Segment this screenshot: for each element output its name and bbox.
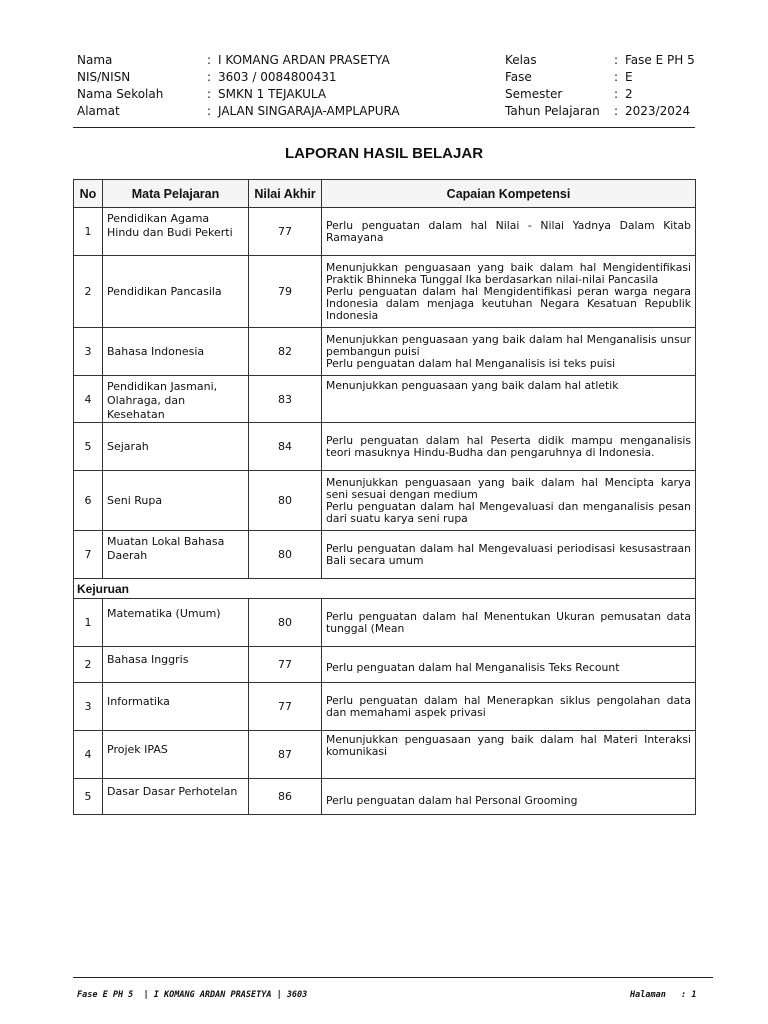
row-subject: Pendidikan Agama Hindu dan Budi Pekerti	[103, 208, 249, 256]
row-no: 1	[74, 208, 103, 256]
section-row-vocational	[74, 579, 696, 599]
row-score: 77	[249, 208, 322, 256]
row-score: 86	[249, 779, 322, 815]
info-row-address: Alamat : JALAN SINGARAJA-AMPLAPURA	[77, 104, 400, 118]
info-row-semester: Semester : 2	[505, 87, 633, 101]
page-title: LAPORAN HASIL BELAJAR	[284, 145, 484, 162]
table-row	[74, 683, 696, 731]
row-competency: Menunjukkan penguasaan yang baik dalam hal Mencipta karya seni sesuai dengan medium Perlu penguatan dalam hal Mengevaluasi dan menganalisis pesan dari suatu karya seni rupa	[322, 471, 696, 531]
row-score: 83	[249, 376, 322, 423]
row-subject: Seni Rupa	[103, 471, 249, 531]
table-row	[74, 376, 696, 423]
footer-student-info: Fase E PH 5 | I KOMANG ARDAN PRASETYA | 3603	[77, 990, 308, 1000]
info-label: Kelas	[505, 53, 537, 67]
row-no: 5	[74, 779, 103, 815]
row-competency: Menunjukkan penguasaan yang baik dalam hal Materi Interaksi komunikasi	[322, 731, 696, 779]
row-competency: Perlu penguatan dalam hal Menentukan Ukuran pemusatan data tunggal (Mean	[322, 599, 696, 647]
row-no: 6	[74, 471, 103, 531]
row-no: 1	[74, 599, 103, 647]
row-score: 82	[249, 328, 322, 376]
table-row	[74, 208, 696, 256]
info-row-nis: NIS/NISN : 3603 / 0084800431	[77, 70, 337, 84]
header-subject: Mata Pelajaran	[103, 180, 249, 208]
table-row	[74, 328, 696, 376]
row-subject: Pendidikan Jasmani, Olahraga, dan Kesehatan	[103, 376, 249, 423]
row-subject: Muatan Lokal Bahasa Daerah	[103, 531, 249, 579]
info-row-year: Tahun Pelajaran : 2023/2024	[505, 104, 691, 118]
info-value: SMKN 1 TEJAKULA	[218, 87, 327, 101]
row-no: 2	[74, 256, 103, 328]
row-score: 80	[249, 531, 322, 579]
row-competency: Menunjukkan penguasaan yang baik dalam hal atletik	[322, 376, 696, 423]
info-label: Fase	[505, 70, 532, 84]
row-competency: Perlu penguatan dalam hal Mengevaluasi periodisasi kesusastraan Bali secara umum	[322, 531, 696, 579]
row-no: 7	[74, 531, 103, 579]
table-row	[74, 471, 696, 531]
row-subject: Matematika (Umum)	[103, 599, 249, 647]
row-competency: Perlu penguatan dalam hal Menganalisis Teks Recount	[322, 647, 696, 683]
section-label: Kejuruan	[74, 579, 696, 599]
row-subject: Projek IPAS	[103, 731, 249, 779]
info-value: I KOMANG ARDAN PRASETYA	[218, 53, 390, 67]
info-row-nama: Nama : I KOMANG ARDAN PRASETYA	[77, 53, 390, 67]
header-competency: Capaian Kompetensi	[322, 180, 696, 208]
footer-divider	[73, 977, 713, 978]
row-competency: Perlu penguatan dalam hal Menerapkan siklus pengolahan data dan memahami aspek privasi	[322, 683, 696, 731]
row-no: 3	[74, 328, 103, 376]
info-value: Fase E PH 5	[625, 53, 695, 67]
row-no: 4	[74, 731, 103, 779]
row-competency: Menunjukkan penguasaan yang baik dalam hal Menganalisis unsur pembangun puisi Perlu penguatan dalam hal Menganalisis isi teks puisi	[322, 328, 696, 376]
table-row	[74, 779, 696, 815]
row-subject: Bahasa Indonesia	[103, 328, 249, 376]
footer-page-number: Halaman : 1	[630, 990, 697, 1000]
row-score: 77	[249, 647, 322, 683]
row-score: 79	[249, 256, 322, 328]
row-no: 3	[74, 683, 103, 731]
row-no: 4	[74, 376, 103, 423]
row-subject: Bahasa Inggris	[103, 647, 249, 683]
row-subject: Sejarah	[103, 423, 249, 471]
table-row	[74, 599, 696, 647]
info-row-school: Nama Sekolah : SMKN 1 TEJAKULA	[77, 87, 327, 101]
grades-table	[73, 179, 696, 815]
student-info-right	[505, 52, 695, 120]
row-subject: Dasar Dasar Perhotelan	[103, 779, 249, 815]
info-value: E	[625, 70, 633, 84]
row-score: 77	[249, 683, 322, 731]
table-row	[74, 731, 696, 779]
table-row	[74, 423, 696, 471]
info-label: Alamat	[77, 104, 120, 118]
header-no: No	[74, 180, 103, 208]
row-score: 87	[249, 731, 322, 779]
row-score: 80	[249, 471, 322, 531]
row-no: 2	[74, 647, 103, 683]
info-value: 2	[625, 87, 633, 101]
row-subject: Informatika	[103, 683, 249, 731]
row-no: 5	[74, 423, 103, 471]
header-score: Nilai Akhir	[249, 180, 322, 208]
info-row-class: Kelas : Fase E PH 5	[505, 53, 695, 67]
info-label: Nama	[77, 53, 113, 67]
student-info-left	[77, 52, 400, 120]
info-value: 2023/2024	[625, 104, 691, 118]
row-competency: Perlu penguatan dalam hal Nilai - Nilai Yadnya Dalam Kitab Ramayana	[322, 208, 696, 256]
table-header-row	[74, 180, 696, 208]
table-row	[74, 647, 696, 683]
info-label: NIS/NISN	[77, 70, 131, 84]
row-score: 80	[249, 599, 322, 647]
row-competency: Perlu penguatan dalam hal Peserta didik mampu menganalisis teori masuknya Hindu-Budha dan pengaruhnya di Indonesia.	[322, 423, 696, 471]
row-competency: Perlu penguatan dalam hal Personal Grooming	[322, 779, 696, 815]
info-label: Semester	[505, 87, 563, 101]
header-divider	[73, 127, 695, 128]
row-score: 84	[249, 423, 322, 471]
info-label: Tahun Pelajaran	[505, 104, 600, 118]
info-label: Nama Sekolah	[77, 87, 164, 101]
table-row	[74, 256, 696, 328]
info-value: 3603 / 0084800431	[218, 70, 337, 84]
info-value: JALAN SINGARAJA-AMPLAPURA	[218, 104, 400, 118]
row-subject: Pendidikan Pancasila	[103, 256, 249, 328]
info-row-phase: Fase : E	[505, 70, 633, 84]
row-competency: Menunjukkan penguasaan yang baik dalam hal Mengidentifikasi Praktik Bhinneka Tunggal Ika berdasarkan nilai-nilai Pancasila Perlu penguatan dalam hal Mengidentifikasi peran warga negara Indonesia dalam menjaga keutuhan Negara Kesatuan Republik Indonesia	[322, 256, 696, 328]
table-row	[74, 531, 696, 579]
